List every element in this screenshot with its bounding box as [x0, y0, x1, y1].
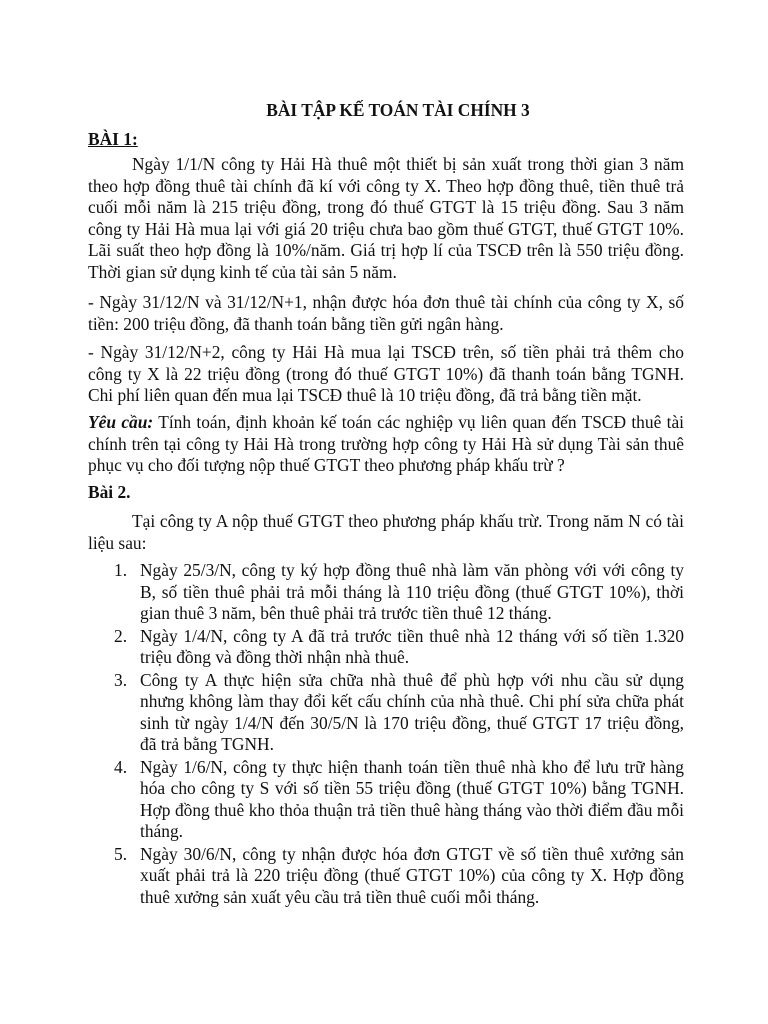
exercise-1-heading: BÀI 1: [88, 129, 138, 149]
list-item-text: Ngày 1/4/N, công ty A đã trả trước tiền thuê nhà 12 tháng với số tiền 1.320 triệu đồng và đồng thời nhận nhà thuê. [140, 625, 684, 667]
list-item [88, 757, 684, 843]
list-item-number: 1. [114, 560, 128, 580]
requirement-text: Tính toán, định khoản kế toán các nghiệp vụ liên quan đến TSCĐ thuê tài chính trên tại công ty Hải Hà trong trường hợp công ty Hải Hà sử dụng Tài sản thuê phục vụ cho đối tượng nộp thuế GTGT theo phương pháp khấu trừ ? [88, 412, 684, 475]
list-item-number: 2. [114, 625, 128, 646]
list-item [88, 670, 684, 756]
list-item [88, 560, 684, 625]
list-item-text: Ngày 25/3/N, công ty ký hợp đồng thuê nhà làm văn phòng với với công ty B, số tiền thuê phải trả mỗi tháng là 110 triệu đồng (thuế GTGT 10%), thời gian thuê 3 năm, bên thuê phải trả trước tiền thuê 12 tháng. [140, 560, 684, 623]
list-item [88, 626, 684, 669]
exercise-1-item-2: - Ngày 31/12/N+2, công ty Hải Hà mua lại TSCĐ trên, số tiền phải trả thêm cho công ty X là 22 triệu đồng (trong đó thuế GTGT 10%) đã thanh toán bằng TGNH. Chi phí liên quan đến mua lại TSCĐ thuê là 10 triệu đồng, đã trả bằng tiền mặt. [88, 342, 684, 405]
list-item-text: Ngày 1/6/N, công ty thực hiện thanh toán tiền thuê nhà kho để lưu trữ hàng hóa cho công ty S với số tiền 55 triệu đồng (thuế GTGT 10%) bằng TGNH. Hợp đồng thuê kho thỏa thuận trả tiền thuê hàng tháng vào thời điểm đầu mỗi tháng. [140, 756, 684, 841]
list-item-number: 4. [114, 756, 128, 777]
list-item-text: Ngày 30/6/N, công ty nhận được hóa đơn GTGT về số tiền thuê xưởng sản xuất phải trả là 220 triệu đồng (thuế GTGT 10%) của công ty X. Hợp đồng thuê xưởng sản xuất yêu cầu trả tiền thuê cuối mỗi tháng. [140, 843, 684, 907]
requirement-label: Yêu cầu: [88, 412, 154, 432]
exercise-2-intro: Tại công ty A nộp thuế GTGT theo phương pháp khấu trừ. Trong năm N có tài liệu sau: [88, 511, 684, 553]
list-item [88, 844, 684, 909]
exercise-1-requirement [88, 412, 684, 477]
list-item-text: Công ty A thực hiện sửa chữa nhà thuê để phù hợp với nhu cầu sử dụng nhưng không làm thay đổi kết cấu chính của nhà thuê. Chi phí sửa chữa phát sinh từ ngày 1/4/N đến 30/5/N là 170 triệu đồng, thuế GTGT 17 triệu đồng, đã trả bằng TGNH. [140, 669, 684, 754]
exercise-1-intro: Ngày 1/1/N công ty Hải Hà thuê một thiết bị sản xuất trong thời gian 3 năm theo hợp đồng thuê tài chính đã kí với công ty X. Theo hợp đồng thuê, tiền thuê trả cuối mỗi năm là 215 triệu đồng, trong đó thuế GTGT là 15 triệu đồng. Sau 3 năm công ty Hải Hà mua lại với giá 20 triệu chưa bao gồm thuế GTGT, thuế GTGT 10%. Lãi suất theo hợp đồng là 10%/năm. Giá trị hợp lí của TSCĐ trên là 550 triệu đồng. Thời gian sử dụng kinh tế của tài sản 5 năm. [88, 154, 684, 282]
list-item-number: 5. [114, 843, 128, 864]
document-title: BÀI TẬP KẾ TOÁN TÀI CHÍNH 3 [266, 100, 530, 120]
exercise-1-item-1: - Ngày 31/12/N và 31/12/N+1, nhận được hóa đơn thuê tài chính của công ty X, số tiền: 200 triệu đồng, đã thanh toán bằng tiền gửi ngân hàng. [88, 292, 684, 334]
exercise-2-list [88, 560, 684, 909]
list-item-number: 3. [114, 669, 128, 690]
exercise-2-heading: Bài 2. [88, 482, 131, 502]
